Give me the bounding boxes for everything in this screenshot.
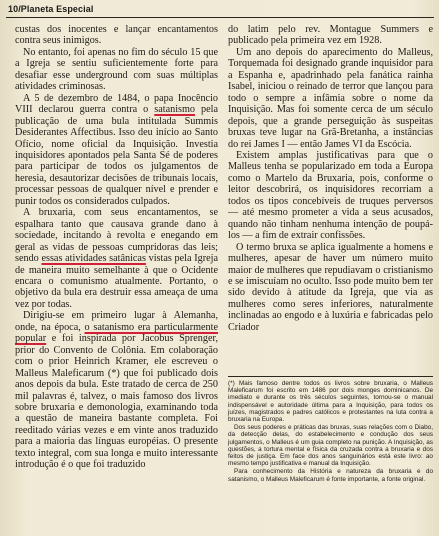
paragraph: O termo bruxa se aplica igualmente a homens e mulheres, apesar de haver um número muito maior de mulheres que repudiavam o cristianismo e se imiscuíam no oculto. Isso pode muito bem ter sido devido à atitude da Igreja, que via as mulheres como seres inferiores, naturalmente inclinadas ao engodo e à luxúria e fabricadas pelo Criador (228, 241, 433, 333)
left-column (15, 24, 218, 471)
right-column (228, 24, 433, 333)
paragraph: No entanto, foi apenas no fim do século 15 que a Igreja se sentiu suficientemente forte para desafiar esse underground com suas múltiplas atividades criminosas. (15, 46, 218, 93)
footnote (228, 376, 433, 484)
footnote-paragraph: Dos seus poderes e práticas das bruxas, suas relações com o Diabo, da detecção delas, do estabelecimento e condução dos seus julgamentos, o Malleus é um guia completo na punição. A Inquisição, as questões, a tortura mental e física da cruzada contra a bruxaria e dos feitos de justiça. Em face dos anos sanguinários está este livro: ao mesmo tempo justificativa e manual da Inquisição. (228, 424, 433, 468)
paragraph (15, 93, 218, 208)
red-underlined-phrase: essas atividades satânicas (41, 253, 146, 265)
paragraph (15, 310, 218, 470)
red-underlined-phrase: o satanismo era particularmente popular (15, 321, 218, 345)
paragraph-text: A bruxaria, com seus encantamentos, se espalhara tanto que causava grande dano à sociedade, incitando à revolta e enegando em geral as vidas de pessoas cumpridoras das leis; sendo (15, 207, 218, 265)
paragraph-text: pela publicação de uma bula intitulada Summis Desiderantes Affectibus. Isso deu início ao Santo Ofício, nome oficial da Inquisição. Investia inquisidores apontados pela Santa Sé de poderes para participar de todos os julgamentos de heresia, desautorizar decisões de tribunais locais, processar pessoas de qualquer nível e prender e punir todos os considerados culpados. (15, 104, 219, 207)
footnote-paragraph: Para conhecimento da História e natureza da bruxaria e do satanismo, o Malleus Maleficarum é fonte importante, a fonte original. (228, 468, 433, 483)
footnote-paragraph: (*) Mais famoso dentre todos os livros sobre bruxaria, o Malleus Maleficarum foi escrito em 1486 por dois monges dominicanos. De imediato e durante os três séculos seguintes, tornou-se o manual indispensável e autoridade última para a Inquisição, para todos os juízes, magistrados e padres católicos e protestantes na luta contra a bruxaria na Europa. (228, 380, 433, 424)
paragraph: do latim pelo rev. Montague Summers e publicado pela primeira vez em 1928. (228, 24, 433, 47)
paragraph: Existem amplas justificativas para que o Malleus tenha se popularizado em toda a Europa como o Martelo da Bruxaria, pois, conforme o leitor descobrirá, os inquisidores recorriam a todos os tipos concebíveis de truques perversos — até mesmo prometer a vida a seus acusados, quando não tinham nenhuma intenção de poupá-los — a fim de extrair confissões. (228, 149, 433, 242)
paragraph-text: e foi inspirada por Jacobus Sprenger, prior do Convento de Colônia. Em colaboração com o prior Heinrich Kramer, ele escreveu o Malleus Maleficarum (*) que foi publicado dois anos depois da bula. Este tratado de cerca de 250 mil palavras é, talvez, o mais famoso dos livros sobre bruxaria e demonologia, examinando toda a questão de maneira bastante completa. Foi reeditado várias vezes e em vinte anos traduzido para a maioria das línguas européias. O presente texto integral, com sua longa e muito interessante introdução é o que foi traduzido (15, 333, 218, 471)
red-underlined-phrase: satanismo (154, 104, 196, 116)
paragraph: Um ano depois do aparecimento do Malleus, Torquemada foi designado grande inquisidor para a Espanha e, apadrinhado pela fanática rainha Isabel, iniciou o reinado de terror que lançou para todo o sempre a infâmia sobre o nome da Inquisição. Mas foi somente cerca de um século depois, que a grande perseguição às suspeitas bruxas teve lugar na Grã-Bretanha, a instâncias do rei James I — então James VI da Escócia. (228, 46, 433, 150)
header-rule (6, 17, 434, 18)
paragraph: custas dos inocentes e lançar encantamentos contra seus inimigos. (15, 24, 218, 47)
paragraph (15, 207, 218, 310)
paragraph-text: A 5 de dezembro de 1484, o papa Inocêncio VIII declarou guerra contra o (15, 92, 218, 116)
paragraph-text: Dirigiu-se em primeiro lugar à Alemanha, onde, na época, (15, 310, 218, 333)
page-header: 10/Planeta Especial (8, 4, 94, 14)
paragraph-text: vistas pela Igreja de maneira muito semelhante à que o Ocidente encara o comunismo atualmente. Portanto, o objetivo da bula era destruir essa ameaça de uma vez por todas. (15, 253, 218, 310)
